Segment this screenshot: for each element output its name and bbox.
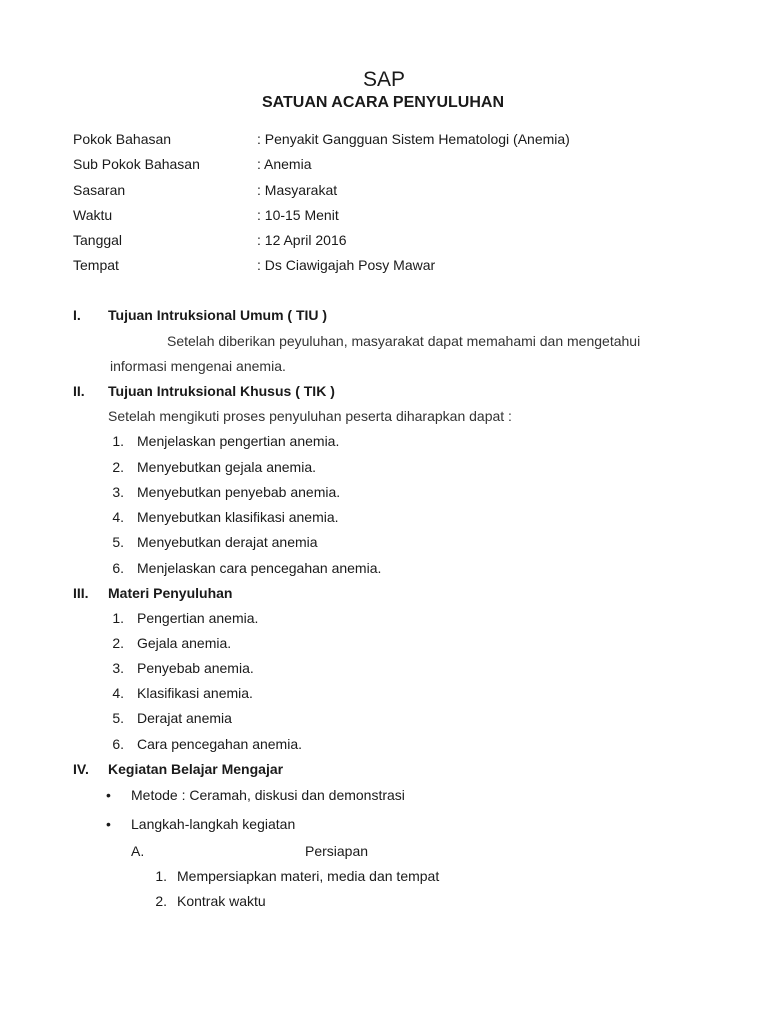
info-value-pokok-bahasan: : Penyakit Gangguan Sistem Hematologi (Anemia): [257, 131, 570, 147]
section-3-number: III.: [73, 585, 89, 601]
list-item-number: 1.: [112, 433, 124, 449]
section-3-title: Materi Penyuluhan: [108, 585, 233, 601]
section-2-intro: Setelah mengikuti proses penyuluhan peserta diharapkan dapat :: [108, 408, 512, 424]
list-item-number: 1.: [155, 868, 167, 884]
info-label-waktu: Waktu: [73, 207, 113, 223]
info-label-sub-pokok-bahasan: Sub Pokok Bahasan: [73, 156, 200, 172]
list-item: Menyebutkan gejala anemia.: [137, 459, 317, 475]
list-item-number: 5.: [112, 710, 124, 726]
info-value-sub-pokok-bahasan: : Anemia: [257, 156, 312, 172]
list-item: Menjelaskan cara pencegahan anemia.: [137, 560, 382, 576]
info-value-tanggal: : 12 April 2016: [257, 232, 347, 248]
list-item-number: 3.: [112, 660, 124, 676]
bullet-item-langkah: Langkah-langkah kegiatan: [131, 816, 296, 832]
list-item-number: 2.: [112, 635, 124, 651]
list-item: Derajat anemia: [137, 710, 232, 726]
bullet-icon: •: [106, 787, 111, 803]
list-item: Mempersiapkan materi, media dan tempat: [177, 868, 440, 884]
list-item: Gejala anemia.: [137, 635, 232, 651]
subsection-letter: A.: [131, 843, 145, 859]
section-1-number: I.: [73, 307, 81, 323]
list-item: Menjelaskan pengertian anemia.: [137, 433, 340, 449]
section-4-title: Kegiatan Belajar Mengajar: [108, 761, 284, 777]
section-2-number: II.: [73, 383, 85, 399]
list-item: Kontrak waktu: [177, 893, 266, 909]
list-item: Cara pencegahan anemia.: [137, 736, 303, 752]
list-item-number: 4.: [112, 685, 124, 701]
bullet-item-metode: Metode : Ceramah, diskusi dan demonstrasi: [131, 787, 405, 803]
list-item: Menyebutkan derajat anemia: [137, 534, 318, 550]
bullet-icon: •: [106, 816, 111, 832]
section-2-title: Tujuan Intruksional Khusus ( TIK ): [108, 383, 335, 399]
info-value-tempat: : Ds Ciawigajah Posy Mawar: [257, 257, 436, 273]
list-item: Menyebutkan klasifikasi anemia.: [137, 509, 339, 525]
document-subtitle: SATUAN ACARA PENYULUHAN: [261, 94, 505, 111]
info-label-tanggal: Tanggal: [73, 232, 123, 248]
section-4-number: IV.: [73, 761, 89, 777]
info-label-tempat: Tempat: [73, 257, 119, 273]
list-item-number: 6.: [112, 736, 124, 752]
section-1-paragraph-line-1: Setelah diberikan peyuluhan, masyarakat dapat memahami dan mengetahui: [167, 333, 641, 349]
info-label-sasaran: Sasaran: [73, 182, 126, 198]
list-item-number: 2.: [112, 459, 124, 475]
subsection-heading: Persiapan: [305, 843, 369, 859]
list-item-number: 5.: [112, 534, 124, 550]
list-item: Menyebutkan penyebab anemia.: [137, 484, 341, 500]
list-item-number: 6.: [112, 560, 124, 576]
section-1-title: Tujuan Intruksional Umum ( TIU ): [108, 307, 328, 323]
info-label-pokok-bahasan: Pokok Bahasan: [73, 131, 172, 147]
list-item-number: 1.: [112, 610, 124, 626]
list-item: Klasifikasi anemia.: [137, 685, 253, 701]
info-value-sasaran: : Masyarakat: [257, 182, 338, 198]
list-item-number: 4.: [112, 509, 124, 525]
list-item-number: 3.: [112, 484, 124, 500]
list-item: Pengertian anemia.: [137, 610, 259, 626]
section-1-paragraph-line-2: informasi mengenai anemia.: [110, 358, 286, 374]
list-item: Penyebab anemia.: [137, 660, 254, 676]
list-item-number: 2.: [155, 893, 167, 909]
info-value-waktu: : 10-15 Menit: [257, 207, 339, 223]
document-title: SAP: [362, 68, 406, 91]
